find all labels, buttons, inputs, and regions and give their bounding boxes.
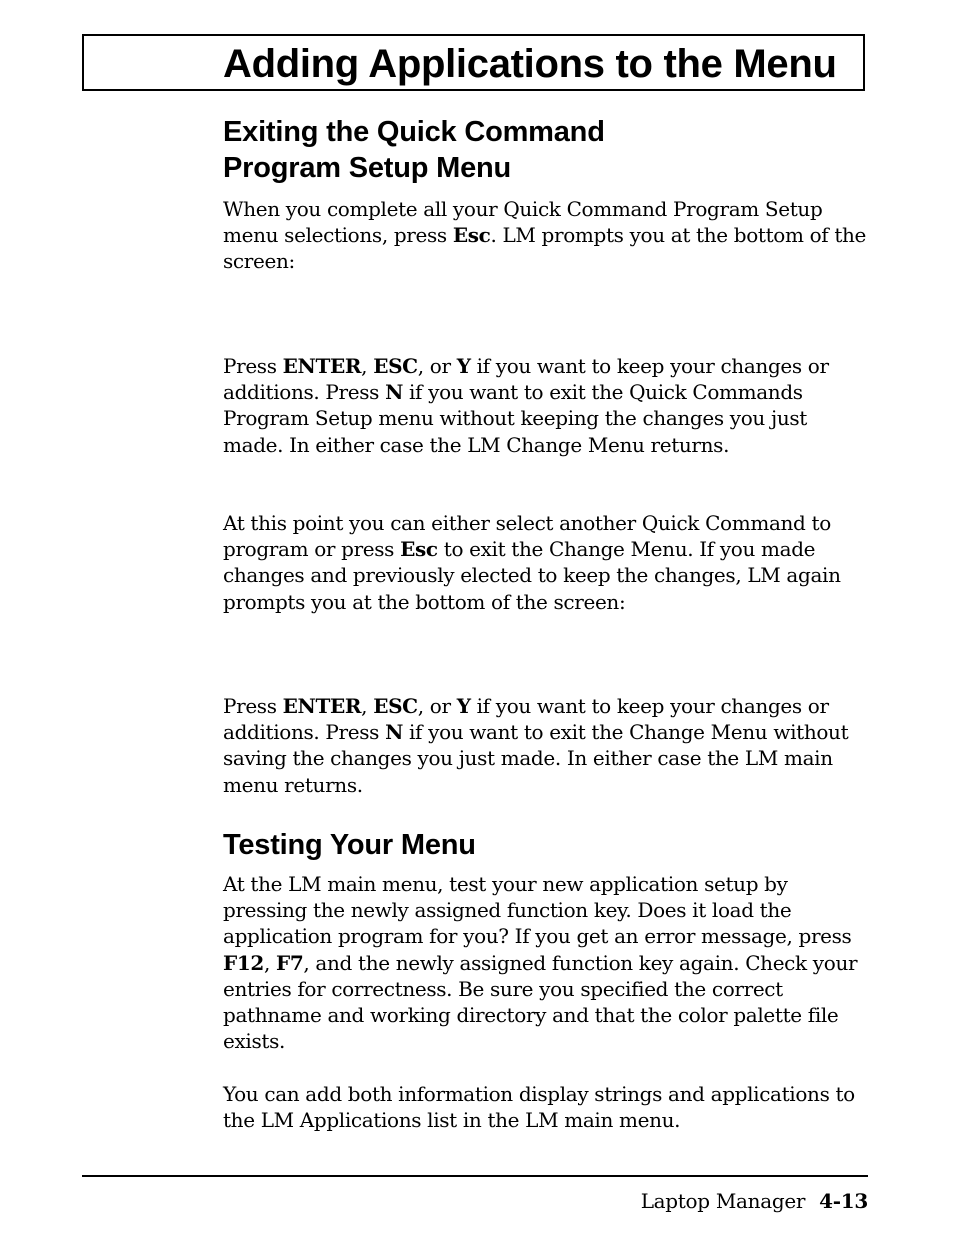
text-run: At this point you can either select another Quick Command to program or press bbox=[223, 511, 831, 562]
key-enter: ENTER bbox=[282, 694, 362, 718]
section-heading-exiting bbox=[223, 114, 605, 186]
paragraph-test-menu bbox=[223, 871, 868, 1054]
paragraph-keep-changes-1 bbox=[223, 353, 868, 458]
key-enter: ENTER bbox=[282, 354, 362, 378]
heading-line-1: Exiting the Quick Command bbox=[223, 116, 605, 148]
text-run: to exit the Change Menu. If you made changes and previously elected to keep the changes, LM again prompts you at the bottom of the screen: bbox=[223, 537, 841, 614]
key-esc: Esc bbox=[400, 537, 438, 562]
page-title: Adding Applications to the Menu bbox=[223, 42, 837, 86]
heading-line-2: Program Setup Menu bbox=[223, 152, 512, 184]
key-f7: F7 bbox=[276, 950, 304, 975]
paragraph-keep-changes-2 bbox=[223, 693, 868, 798]
text-run: Press bbox=[223, 354, 283, 378]
text-run: if you want to keep your changes or additions. Press bbox=[223, 354, 829, 405]
text-run: if you want to keep your changes or additions. Press bbox=[223, 694, 829, 745]
key-n: N bbox=[385, 380, 403, 405]
text-run: , bbox=[263, 950, 276, 975]
text-run: When you complete all your Quick Command Program Setup menu selections, press bbox=[223, 197, 823, 248]
text-run: , or bbox=[417, 694, 457, 718]
text-run: . LM prompts you at the bottom of the screen: bbox=[223, 223, 867, 274]
paragraph-complete-selections bbox=[223, 196, 868, 275]
text-run: Press bbox=[223, 694, 283, 718]
text-run: if you want to exit the Change Menu without saving the changes you just made. In either case the LM main menu returns. bbox=[223, 720, 849, 797]
paragraph-at-this-point bbox=[223, 510, 868, 615]
page-number: 4-13 bbox=[819, 1189, 868, 1213]
key-y: Y bbox=[456, 694, 471, 718]
footer-label: Laptop Manager bbox=[640, 1189, 806, 1213]
text-run: , or bbox=[417, 354, 457, 378]
page-footer bbox=[641, 1188, 868, 1214]
key-esc: Esc bbox=[452, 223, 491, 248]
key-esc: ESC bbox=[373, 354, 418, 378]
text-run: if you want to exit the Quick Commands Program Setup menu without keeping the changes you just made. In either case the LM Change Menu returns. bbox=[223, 380, 807, 457]
key-y: Y bbox=[456, 354, 471, 378]
key-esc: ESC bbox=[373, 694, 418, 718]
paragraph-add-strings: You can add both information display strings and applications to the LM Applications list in the LM main menu. bbox=[223, 1082, 855, 1133]
text-run: , and the newly assigned function key again. Check your entries for correctness. Be sure you specified the correct pathname and working directory and that the color palette file exists. bbox=[223, 950, 858, 1054]
text-run: , bbox=[361, 354, 374, 378]
text-run: , bbox=[361, 694, 374, 718]
section-heading-testing: Testing Your Menu bbox=[223, 829, 476, 861]
key-n: N bbox=[385, 720, 403, 745]
footer-rule bbox=[82, 1175, 868, 1177]
text-run: At the LM main menu, test your new application setup by pressing the newly assigned function key. Does it load the application program for you? If you get an error message, press bbox=[223, 872, 852, 949]
key-f12: F12 bbox=[223, 950, 264, 975]
